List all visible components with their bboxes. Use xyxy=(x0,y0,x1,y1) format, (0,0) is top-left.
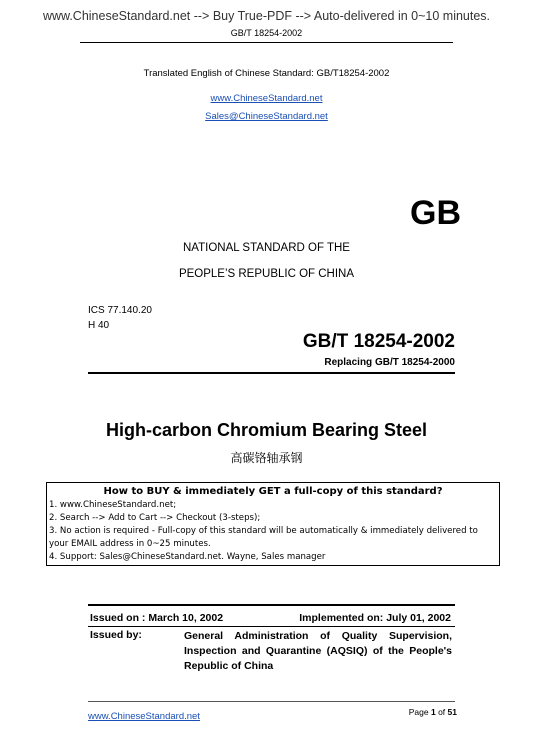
email-link[interactable]: Sales@ChineseStandard.net xyxy=(205,111,328,122)
country-line: PEOPLE’S REPUBLIC OF CHINA xyxy=(178,268,355,280)
standard-code: GB/T 18254-2002 xyxy=(302,331,455,352)
issue-rule-top xyxy=(88,604,455,606)
site-link[interactable]: www.ChineseStandard.net xyxy=(210,93,323,104)
title-chinese: 高碳铬轴承钢 xyxy=(230,451,303,465)
issued-on: Issued on : March 10, 2002 xyxy=(90,612,224,624)
translated-line: Translated English of Chinese Standard: GB/T18254-2002 xyxy=(143,68,390,79)
buy-step-1: 1. www.ChineseStandard.net; xyxy=(49,500,177,510)
email-link-wrapper xyxy=(0,106,533,124)
footer-site-link[interactable]: www.ChineseStandard.net xyxy=(88,711,200,722)
title-english: High-carbon Chromium Bearing Steel xyxy=(105,420,428,440)
footer-rule xyxy=(88,701,455,702)
ics-code: ICS 77.140.20 xyxy=(88,305,152,316)
header-standard-number: GB/T 18254-2002 xyxy=(230,28,303,38)
footer-link-wrapper xyxy=(88,706,200,724)
buy-instructions-box xyxy=(46,482,500,566)
page-number xyxy=(409,707,457,717)
header-rule xyxy=(80,42,453,43)
issued-by-label: Issued by: xyxy=(90,629,142,641)
header-top-text: www.ChineseStandard.net --> Buy True-PDF --> Auto-delivered in 0~10 minutes. xyxy=(42,9,491,23)
buy-step-3: 3. No action is required - Full-copy of this standard will be automatically & immediately delivered to xyxy=(49,526,478,536)
issue-rule-bottom xyxy=(88,626,455,627)
cover-rule xyxy=(88,372,455,374)
buy-box-title: How to BUY & immediately GET a full-copy of this standard? xyxy=(103,486,443,497)
page-prefix: Page xyxy=(408,707,431,717)
national-standard-line: NATIONAL STANDARD OF THE xyxy=(183,242,350,254)
replacing-code: Replacing GB/T 18254-2000 xyxy=(324,357,455,368)
buy-step-4: 4. Support: Sales@ChineseStandard.net. Wayne, Sales manager xyxy=(49,552,326,562)
issued-by-text: General Administration of Quality Supervision, Inspection and Quarantine (AQSIQ) of the People's Republic of China xyxy=(184,630,452,672)
page-total: 51 xyxy=(447,707,457,717)
buy-step-2: 2. Search --> Add to Cart --> Checkout (3-steps); xyxy=(49,513,261,523)
buy-step-3-continued: your EMAIL address in 0~25 minutes. xyxy=(49,539,211,549)
h-code: H 40 xyxy=(88,320,110,331)
implemented-on: Implemented on: July 01, 2002 xyxy=(299,612,451,624)
page-of: of xyxy=(435,707,448,717)
site-link-wrapper xyxy=(0,88,533,106)
page-current: 1 xyxy=(430,707,436,717)
gb-mark: GB xyxy=(410,194,461,232)
